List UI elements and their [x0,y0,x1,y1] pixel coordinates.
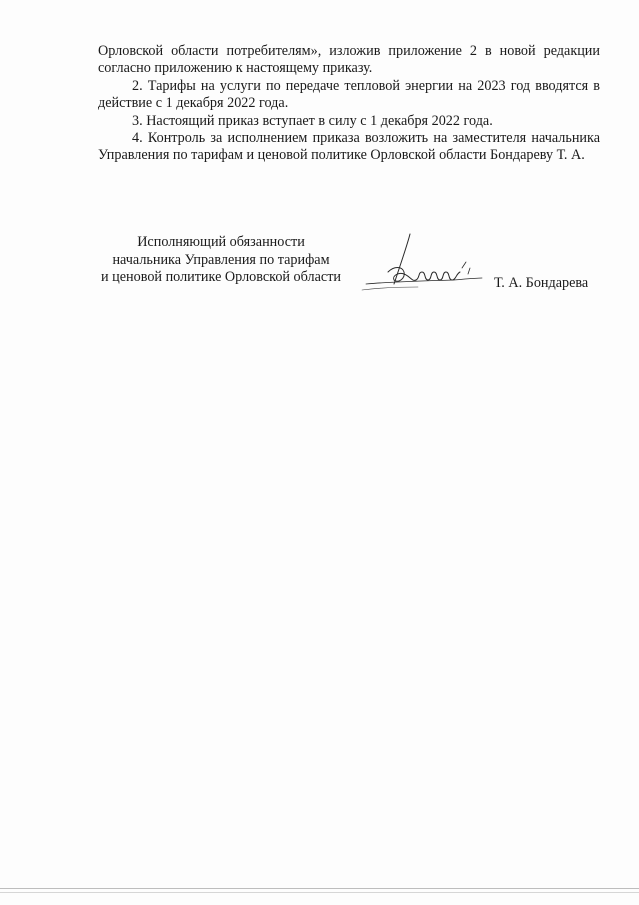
position-line-1: Исполняющий обязанности [137,234,305,250]
paragraph-item-3: 3. Настоящий приказ вступает в силу с 1 декабря 2022 года. [132,112,493,129]
handwritten-signature [358,232,488,298]
signatory-position [82,234,360,287]
scan-edge-line [0,888,639,889]
document-body [98,43,600,165]
position-line-2: начальника Управления по тарифам [112,251,330,268]
paragraph-item-2: 2. Тарифы на услуги по передаче тепловой энергии на 2023 год вводятся в действие с 1 декабря 2022 года. [98,77,600,112]
paragraph-item-4: 4. Контроль за исполнением приказа возложить на заместителя начальника Управления по тарифам и ценовой политике Орловской области Бондареву Т. А. [98,130,600,164]
paragraph-continuation: Орловской области потребителям», изложив приложение 2 в новой редакции согласно приложению к настоящему приказу. [98,43,600,77]
scan-edge-line [0,892,639,893]
signer-name: Т. А. Бондарева [494,275,589,291]
position-line-3: и ценовой политике Орловской области [101,269,341,286]
